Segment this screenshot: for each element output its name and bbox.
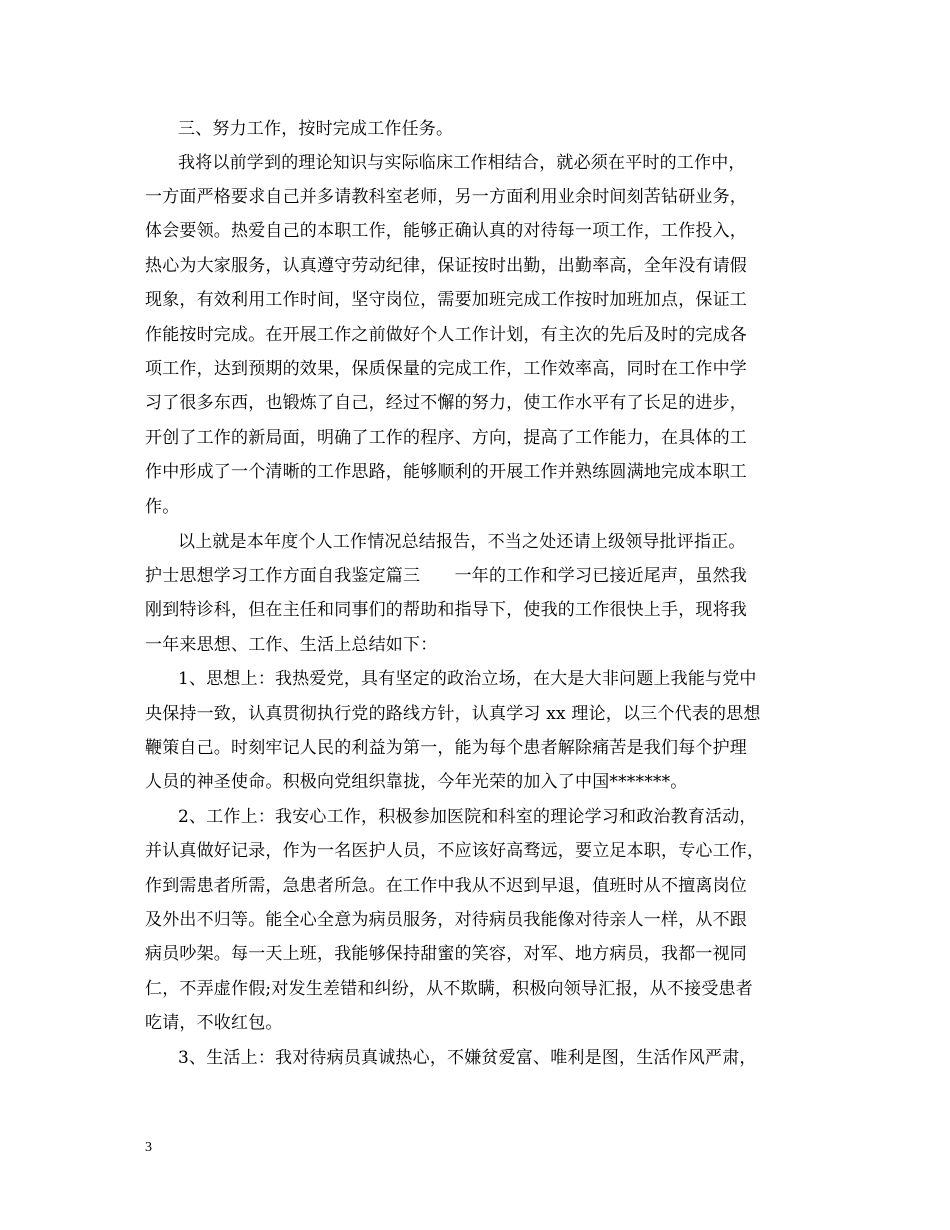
text-line: 病员吵架。每一天上班，我能够保持甜蜜的笑容，对军、地方病员，我都一视同 (145, 944, 747, 964)
text-line: 作到需患者所需，急患者所急。在工作中我从不迟到早退，值班时从不擅离岗位 (145, 876, 747, 896)
text-line: 三、努力工作，按时完成工作任务。 (178, 119, 454, 139)
text-line: 一方面严格要求自己并多请教科室老师，另一方面利用业余时间刻苦钻研业务， (145, 187, 747, 207)
text-line: 以上就是本年度个人工作情况总结报告，不当之处还请上级领导批评指正。 (178, 532, 746, 552)
text-line: 项工作，达到预期的效果，保质保量的完成工作，工作效率高，同时在工作中学 (145, 359, 747, 379)
page-number: 3 (145, 1140, 152, 1155)
text-line: 体会要领。热爱自己的本职工作，能够正确认真的对待每一项工作，工作投入， (145, 221, 747, 241)
text-line: 仁，不弄虚作假;对发生差错和纠纷，从不欺瞒，积极向领导汇报，从不接受患者 (145, 979, 753, 999)
text-line: 及外出不归等。能全心全意为病员服务，对待病员我能像对待亲人一样，从不跟 (145, 910, 747, 930)
text-line: 央保持一致，认真贯彻执行党的路线方针，认真学习 xx 理论，以三个代表的思想 (145, 704, 761, 724)
text-line: 作。 (145, 497, 180, 517)
text-line: 作中形成了一个清晰的工作思路，能够顺利的开展工作并熟练圆满地完成本职工 (145, 462, 747, 482)
text-line: 现象，有效利用工作时间，坚守岗位，需要加班完成工作按时加班加点，保证工 (145, 290, 747, 310)
text-line: 人员的神圣使命。积极向党组织靠拢，今年光荣的加入了中国*******。 (145, 772, 688, 792)
text-line: 热心为大家服务，认真遵守劳动纪律，保证按时出勤，出勤率高，全年没有请假 (145, 256, 747, 276)
text-line: 1、思想上：我热爱党，具有坚定的政治立场，在大是大非问题上我能与党中 (178, 669, 757, 689)
text-line: 开创了工作的新局面，明确了工作的程序、方向，提高了工作能力，在具体的工 (145, 428, 747, 448)
text-line: 鞭策自己。时刻牢记人民的利益为第一，能为每个患者解除痛苦是我们每个护理 (145, 738, 747, 758)
text-line: 我将以前学到的理论知识与实际临床工作相结合，就必须在平时的工作中， (178, 153, 746, 173)
section-heading-line: 护士思想学习工作方面自我鉴定篇三 一年的工作和学习已接近尾声，虽然我 (145, 566, 747, 586)
text-line: 习了很多东西，也锻炼了自己，经过不懈的努力，使工作水平有了长足的进步， (145, 393, 747, 413)
text-line: 并认真做好记录，作为一名医护人员，不应该好高骛远，要立足本职，专心工作， (145, 841, 765, 861)
text-line: 吃请，不收红包。 (145, 1013, 283, 1033)
text-line: 作能按时完成。在开展工作之前做好个人工作计划，有主次的先后及时的完成各 (145, 325, 747, 345)
text-line: 刚到特诊科，但在主任和同事们的帮助和指导下，使我的工作很快上手，现将我 (145, 600, 747, 620)
text-line: 一年来思想、工作、生活上总结如下： (145, 635, 438, 655)
text-line: 3、生活上：我对待病员真诚热心，不嫌贫爱富、唯利是图，生活作风严肃， (178, 1048, 757, 1068)
text-line: 2、工作上：我安心工作，积极参加医院和科室的理论学习和政治教育活动， (178, 807, 757, 827)
